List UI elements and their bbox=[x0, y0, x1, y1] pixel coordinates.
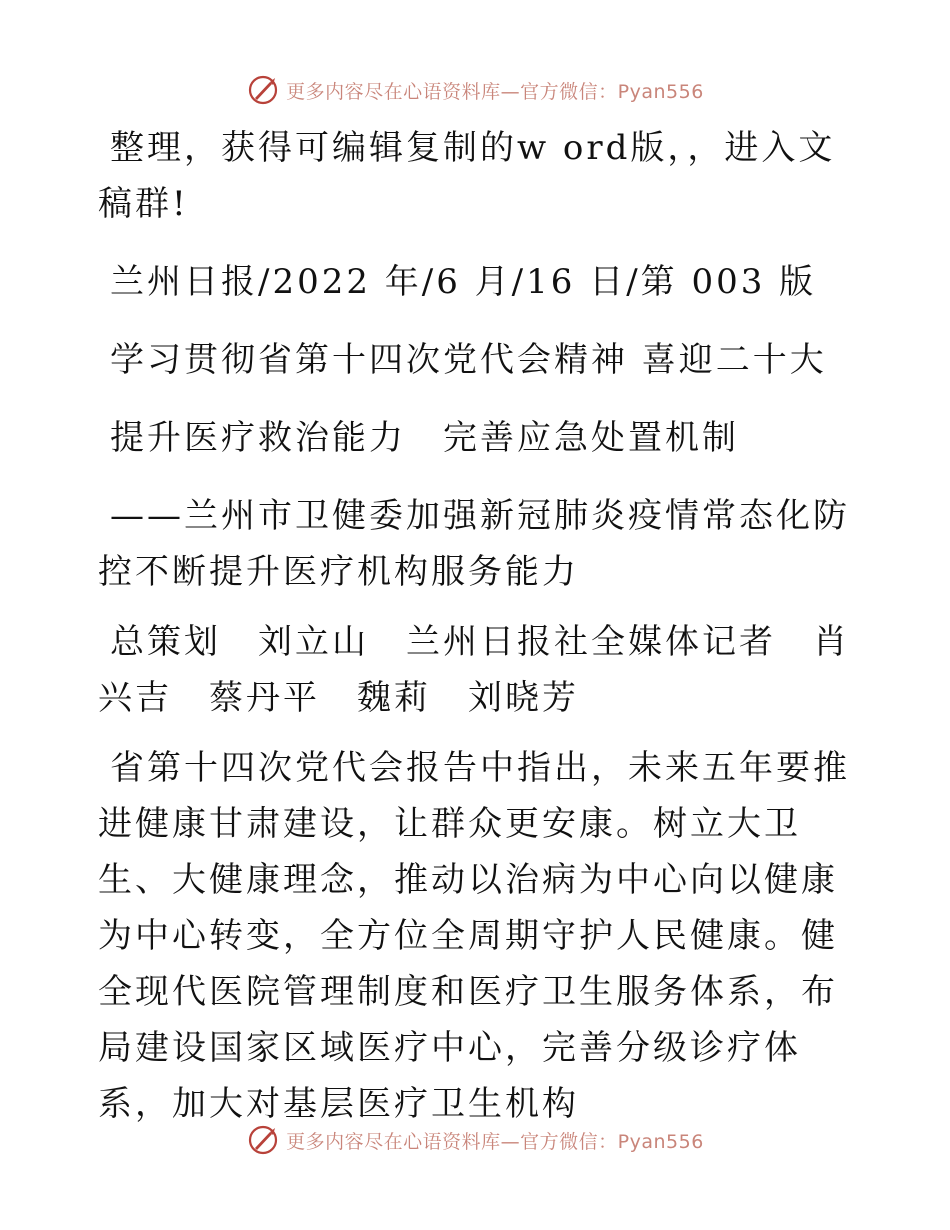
source-line: 兰州日报/2022 年/6 月/16 日/第 003 版 bbox=[110, 262, 817, 302]
column-title: 学习贯彻省第十四次党代会精神 喜迎二十大 bbox=[110, 340, 827, 380]
headline: 提升医疗救治能力 完善应急处置机制 bbox=[110, 418, 739, 458]
quill-seal-icon bbox=[246, 73, 280, 107]
quill-seal-icon bbox=[246, 1123, 280, 1157]
watermark-text: 更多内容尽在心语资料库—官方微信：Pyan556 bbox=[286, 1130, 704, 1153]
footer-watermark bbox=[0, 1120, 950, 1160]
subheadline: ——兰州市卫健委加强新冠肺炎疫情常态化防控不断提升医疗机构服务能力 bbox=[98, 496, 850, 592]
body-paragraph: 省第十四次党代会报告中指出，未来五年要推进健康甘肃建设，让群众更安康。树立大卫生、大健康理念，推动以治病为中心向以健康为中心转变，全方位全周期守护人民健康。健全现代医院管理制度和医疗卫生服务体系，布局建设国家区域医疗中心，完善分级诊疗体系，加大对基层医疗卫生机构 bbox=[98, 748, 850, 1124]
document-body bbox=[98, 120, 858, 1132]
header-watermark bbox=[0, 70, 950, 110]
watermark-text: 更多内容尽在心语资料库—官方微信：Pyan556 bbox=[286, 80, 704, 103]
byline: 总策划 刘立山 兰州日报社全媒体记者 肖兴吉 蔡丹平 魏莉 刘晓芳 bbox=[98, 622, 850, 718]
intro-note: 整理，获得可编辑复制的w ord版，，进入文稿群! bbox=[98, 128, 836, 224]
